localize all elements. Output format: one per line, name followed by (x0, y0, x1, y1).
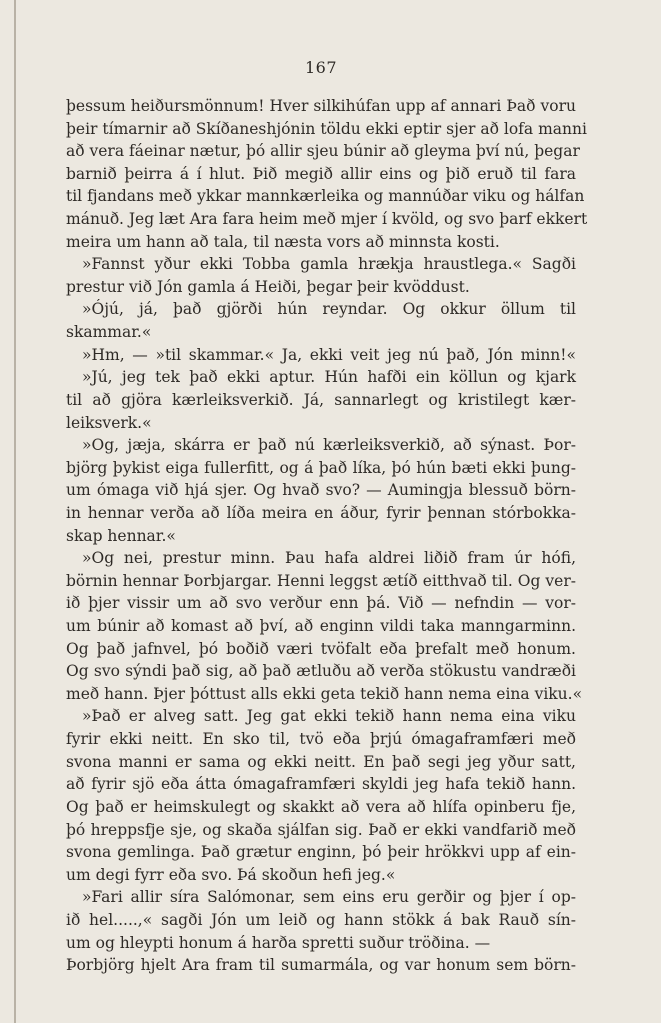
text-line: með hann. Þjer þóttust alls ekki geta tekið hann nema eina viku.« (66, 684, 583, 703)
text-line: fyrir ekki neitt. En sko til, tvö eða þrjú ómagaframfæri með (66, 730, 576, 749)
text-line: »Það er alveg satt. Jeg gat ekki tekið hann nema eina viku (82, 707, 576, 726)
text-line: barnið þeirra á í hlut. Þið megið allir eins og þið eruð til fara (66, 164, 576, 183)
text-line: að fyrir sjö eða átta ómagaframfæri skyldi jeg hafa tekið hann. (66, 775, 576, 794)
page-number: 167 (305, 58, 338, 77)
text-line: börnin hennar Þorbjargar. Henni leggst ætíð eitthvað til. Og ver- (66, 571, 576, 590)
text-line: björg þykist eiga fullerfitt, og á það líka, þó hún bæti ekki þung- (66, 458, 576, 477)
text-line: »Fari allir síra Salómonar, sem eins eru gerðir og þjer í op- (82, 888, 576, 907)
text-line: skap hennar.« (66, 526, 176, 545)
body-text (66, 95, 588, 977)
text-line: um degi fyrr eða svo. Þá skoðun hefi jeg.« (66, 865, 396, 884)
text-line: svona gemlinga. Það grætur enginn, þó þeir hrökkvi upp af ein- (66, 843, 576, 862)
text-line: Þorbjörg hjelt Ara fram til sumarmála, og var honum sem börn- (66, 956, 576, 975)
text-line: Og það er heimskulegt og skakkt að vera að hlífa opinberu fje, (66, 797, 576, 816)
text-line: »Og nei, prestur minn. Þau hafa aldrei liðið fram úr hófi, (82, 549, 576, 568)
text-line: þeir tímarnir að Skíðaneshjónin töldu ekki eptir sjer að lofa manni (66, 119, 587, 138)
text-line: þessum heiðursmönnum! Hver silkihúfan upp af annari Það voru (66, 97, 576, 115)
text-line: svona manni er sama og ekki neitt. En það segi jeg yður satt, (66, 752, 576, 771)
page-edge-line (14, 0, 16, 1023)
text-line: um búnir að komast að því, að enginn vildi taka manngarminn. (66, 617, 576, 636)
text-line: »Jú, jeg tek það ekki aptur. Hún hafði ein köllun og kjark (82, 368, 576, 387)
text-line: Og það jafnvel, þó boðið væri tvöfalt eða þrefalt með honum. (66, 639, 576, 658)
text-line: leiksverk.« (66, 413, 152, 432)
text-line: »Hm, — »til skammar.« Ja, ekki veit jeg nú það, Jón minn!« (82, 345, 576, 364)
text-line: skammar.« (66, 323, 152, 342)
text-line: ið þjer vissir um að svo verður enn þá. Við — nefndin — vor- (66, 594, 576, 613)
text-line: um og hleypti honum á harða spretti suður tröðina. — (66, 933, 491, 952)
text-line: Og svo sýndi það sig, að það ætluðu að verða stökustu vandræði (66, 662, 576, 681)
text-line: til að gjöra kærleiksverkið. Já, sannarlegt og kristilegt kær- (66, 390, 576, 409)
text-line: ið hel.....,« sagði Jón um leið og hann stökk á bak Rauð sín- (66, 910, 576, 929)
text-line: að vera fáeinar nætur, þó allir sjeu búnir að gleyma því nú, þegar (66, 142, 580, 161)
text-line: meira um hann að tala, til næsta vors að minnsta kosti. (66, 232, 500, 251)
text-line: til fjandans með ykkar mannkærleika og mannúðar viku og hálfan (66, 187, 585, 206)
text-line: um ómaga við hjá sjer. Og hvað svo? — Aumingja blessuð börn- (66, 481, 576, 500)
text-line: »Fannst yður ekki Tobba gamla hrækja hraustlega.« Sagði (82, 255, 576, 274)
text-line: prestur við Jón gamla á Heiði, þegar þeir kvöddust. (66, 277, 470, 296)
text-line: þó hreppsfje sje, og skaða sjálfan sig. Það er ekki vandfarið með (66, 820, 576, 839)
text-line: in hennar verða að líða meira en áður, fyrir þennan stórbokka- (66, 503, 576, 522)
text-line: »Og, jæja, skárra er það nú kærleiksverkið, að sýnast. Þor- (82, 436, 576, 455)
text-line: mánuð. Jeg læt Ara fara heim með mjer í kvöld, og svo þarf ekkert (66, 210, 588, 229)
text-line: »Ójú, já, það gjörði hún reyndar. Og okkur öllum til (82, 300, 576, 319)
